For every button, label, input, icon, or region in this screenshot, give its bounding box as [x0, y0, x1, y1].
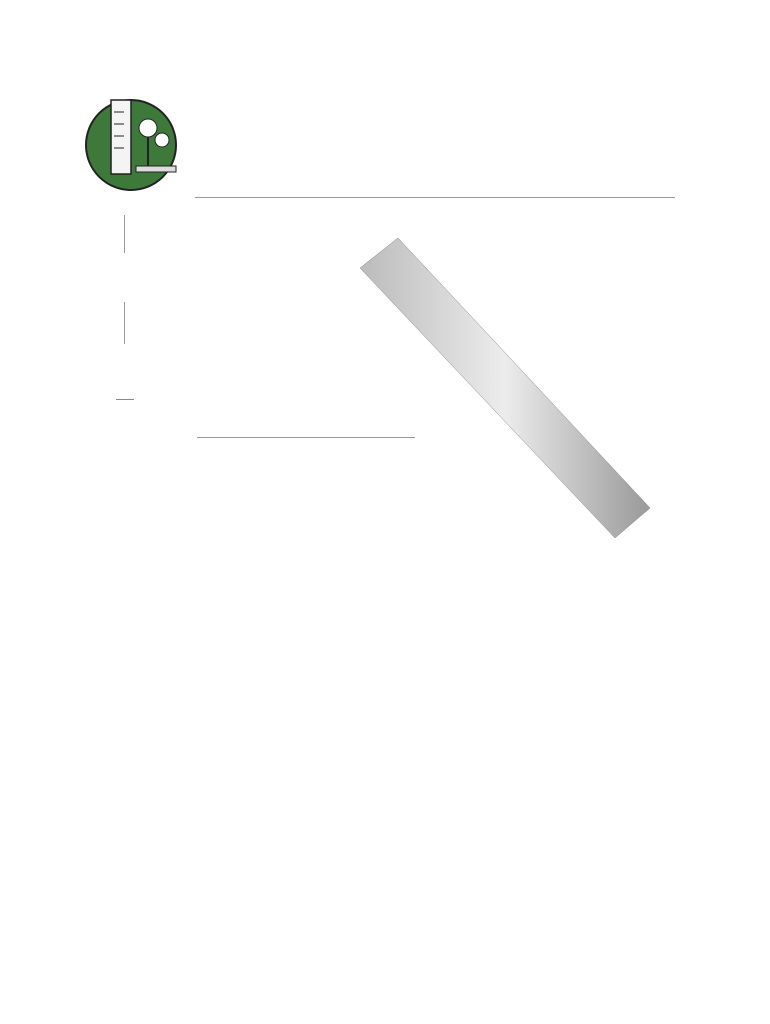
- background-rule: [197, 437, 415, 438]
- students-will-block: [197, 212, 377, 218]
- background-column-1: [197, 508, 417, 519]
- divider-line: [124, 215, 125, 253]
- divider-line: [116, 399, 134, 400]
- divider-line: [124, 302, 125, 344]
- graduated-cylinder-icon: [111, 100, 131, 174]
- diagonal-drill-tube: [360, 238, 650, 538]
- title-rule: [195, 197, 675, 198]
- weather-vs-climate-logo: [66, 70, 196, 200]
- background-column-2: [432, 596, 660, 607]
